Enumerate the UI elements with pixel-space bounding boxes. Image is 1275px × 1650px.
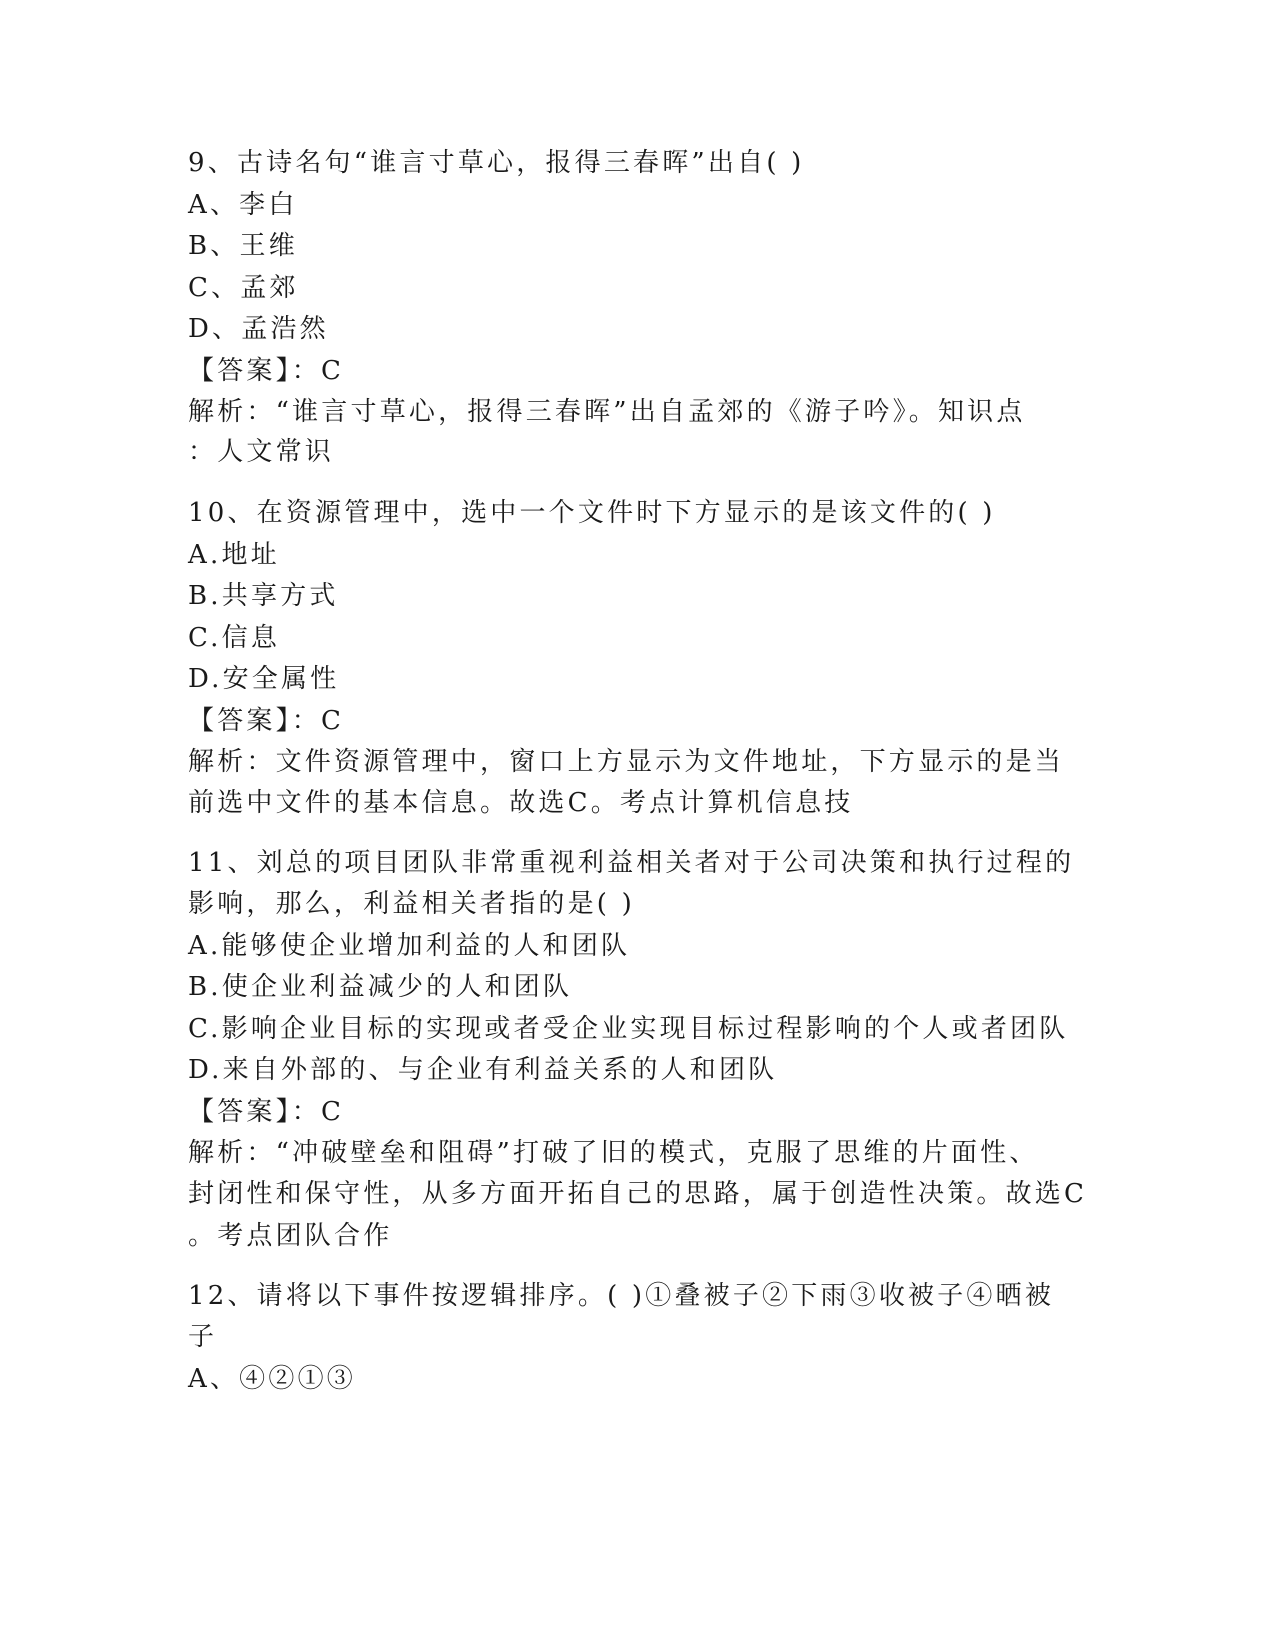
question-9-analysis-line-1: 解析：“谁言寸草心，报得三春晖”出自孟郊的《游子吟》。知识点: [188, 397, 1026, 427]
question-11-option-b: B.使企业利益减少的人和团队: [188, 972, 573, 1002]
question-11-stem-line-2: 影响，那么，利益相关者指的是( ): [188, 889, 635, 919]
question-10-analysis-line-1: 解析：文件资源管理中，窗口上方显示为文件地址，下方显示的是当: [188, 747, 1065, 777]
question-10-option-a: A.地址: [188, 540, 280, 570]
question-9-option-a: A、李白: [188, 190, 298, 220]
question-11-analysis-line-2: 封闭性和保守性，从多方面开拓自己的思路，属于创造性决策。故选C: [188, 1179, 1088, 1209]
question-10-option-d: D.安全属性: [188, 664, 340, 694]
question-11-analysis-line-1: 解析：“冲破壁垒和阻碍”打破了旧的模式，克服了思维的片面性、: [188, 1138, 1039, 1168]
question-11-answer: 【答案】：C: [188, 1097, 345, 1127]
question-9-option-d: D、孟浩然: [188, 314, 329, 344]
question-10-option-b: B.共享方式: [188, 581, 339, 611]
question-11-stem-line-1: 11、刘总的项目团队非常重视利益相关者对于公司决策和执行过程的: [188, 848, 1075, 878]
question-9-answer: 【答案】：C: [188, 356, 345, 386]
question-12-option-a: A、④②①③: [188, 1364, 356, 1394]
question-11-option-d: D.来自外部的、与企业有利益关系的人和团队: [188, 1055, 778, 1085]
question-9-option-c: C、孟郊: [188, 273, 299, 303]
question-11-option-c: C.影响企业目标的实现或者受企业实现目标过程影响的个人或者团队: [188, 1014, 1069, 1044]
question-10-analysis-line-2: 前选中文件的基本信息。故选C。考点计算机信息技: [188, 788, 854, 818]
question-12-stem-line-1: 12、请将以下事件按逻辑排序。( )①叠被子②下雨③收被子④晒被: [188, 1281, 1055, 1311]
question-10-option-c: C.信息: [188, 623, 281, 653]
question-9-analysis-line-2: ：人文常识: [188, 437, 335, 467]
question-9-stem-line-1: 9、古诗名句“谁言寸草心，报得三春晖”出自( ): [188, 148, 805, 178]
question-10-stem-line-1: 10、在资源管理中，选中一个文件时下方显示的是该文件的( ): [188, 498, 996, 528]
question-11-analysis-line-3: 。考点团队合作: [188, 1221, 393, 1251]
question-10-answer: 【答案】：C: [188, 706, 345, 736]
question-11-option-a: A.能够使企业增加利益的人和团队: [188, 931, 631, 961]
question-9-option-b: B、王维: [188, 231, 298, 261]
question-12-stem-line-2: 子: [188, 1322, 218, 1352]
